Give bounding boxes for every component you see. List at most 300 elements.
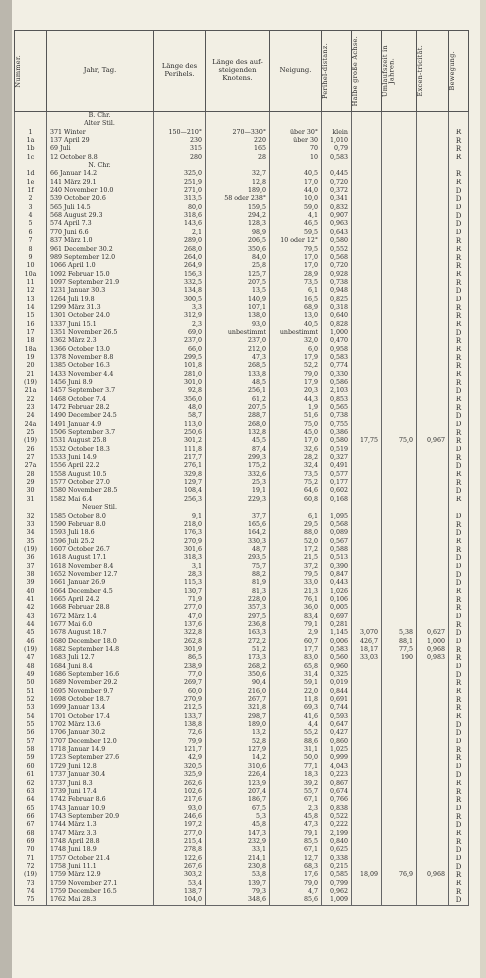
period-cell: [382, 237, 417, 245]
perihelion-cell: 230: [154, 137, 206, 145]
node-cell: 13,5: [206, 287, 270, 295]
eccentricity-cell: [417, 621, 449, 629]
number-cell: 24: [15, 412, 47, 420]
number-cell: (19): [15, 871, 47, 879]
date-cell: 1706 Januar 30.2: [47, 729, 154, 737]
inclination-cell: 83,0: [270, 654, 322, 662]
table-row: [15, 421, 469, 429]
table-row: [15, 888, 469, 896]
perihelion-cell: 69,0: [154, 329, 206, 337]
perihelion-cell: 329,8: [154, 471, 206, 479]
node-cell: 310,6: [206, 763, 270, 771]
period-cell: [382, 830, 417, 838]
axis-cell: [352, 679, 382, 687]
perihelion-cell: 218,0: [154, 521, 206, 529]
eccentricity-cell: 1,000: [417, 638, 449, 646]
distance-cell: 0,519: [322, 446, 352, 454]
node-cell: 159,5: [206, 204, 270, 212]
eccentricity-cell: [417, 813, 449, 821]
table-row: [15, 137, 469, 145]
date-cell: 1748 Juni 18.9: [47, 846, 154, 854]
period-cell: [382, 896, 417, 905]
distance-cell: 0,928: [322, 271, 352, 279]
period-cell: [382, 254, 417, 262]
inclination-cell: 69,3: [270, 704, 322, 712]
period-cell: [382, 663, 417, 671]
motion-cell: R: [449, 237, 469, 245]
distance-cell: 0,586: [322, 379, 352, 387]
perihelion-cell: 271,0: [154, 187, 206, 195]
axis-cell: [352, 604, 382, 612]
table-row: [15, 362, 469, 370]
perihelion-cell: 143,6: [154, 220, 206, 228]
axis-cell: [352, 554, 382, 562]
table-row: [15, 629, 469, 637]
motion-cell: D: [449, 287, 469, 295]
table-row: [15, 780, 469, 788]
period-cell: [382, 346, 417, 354]
perihelion-cell: 42,9: [154, 754, 206, 762]
node-cell: 140,9: [206, 296, 270, 304]
inclination-cell: 46,5: [270, 220, 322, 228]
node-cell: 267,7: [206, 696, 270, 704]
col-header-inclination: [270, 31, 322, 112]
period-cell: [382, 880, 417, 888]
period-cell: [382, 579, 417, 587]
eccentricity-cell: [417, 846, 449, 854]
number-cell: 18a: [15, 346, 47, 354]
distance-cell: 2,199: [322, 830, 352, 838]
eccentricity-cell: [417, 170, 449, 178]
perihelion-cell: 176,3: [154, 529, 206, 537]
perihelion-cell: 299,5: [154, 354, 206, 362]
period-cell: [382, 170, 417, 178]
period-cell: [382, 538, 417, 546]
perihelion-cell: 277,0: [154, 830, 206, 838]
motion-cell: D: [449, 554, 469, 562]
perihelion-cell: 86,5: [154, 654, 206, 662]
axis-cell: [352, 738, 382, 746]
distance-cell: 0,372: [322, 187, 352, 195]
date-cell: 1532 October 18.3: [47, 446, 154, 454]
axis-cell: [352, 888, 382, 896]
date-cell: 1506 September 3.7: [47, 429, 154, 437]
empty-cell: [322, 504, 352, 512]
eccentricity-cell: [417, 304, 449, 312]
perihelion-cell: 150—210°: [154, 129, 206, 137]
date-cell: 1385 October 16.3: [47, 362, 154, 370]
eccentricity-cell: [417, 521, 449, 529]
perihelion-cell: 322,8: [154, 629, 206, 637]
motion-cell: R: [449, 437, 469, 445]
distance-cell: 1,010: [322, 137, 352, 145]
table-body: [15, 112, 469, 906]
number-cell: 68: [15, 830, 47, 838]
section-heading: B. Chr.: [47, 112, 154, 121]
eccentricity-cell: [417, 396, 449, 404]
perihelion-cell: 320,5: [154, 763, 206, 771]
table-row: [15, 621, 469, 629]
period-cell: [382, 513, 417, 521]
node-cell: 230,8: [206, 863, 270, 871]
date-cell: 1742 Februar 8.6: [47, 796, 154, 804]
inclination-cell: 18,3: [270, 771, 322, 779]
eccentricity-cell: [417, 855, 449, 863]
node-cell: 88,2: [206, 571, 270, 579]
col-header-node-longitude: [206, 31, 270, 112]
eccentricity-cell: [417, 896, 449, 905]
date-cell: 1362 März 2.3: [47, 337, 154, 345]
date-cell: 137 April 29: [47, 137, 154, 145]
axis-cell: [352, 204, 382, 212]
eccentricity-cell: [417, 888, 449, 896]
table-row: [15, 187, 469, 195]
inclination-cell: 6,1: [270, 287, 322, 295]
date-cell: 1758 Juni 11.1: [47, 863, 154, 871]
axis-cell: [352, 688, 382, 696]
period-cell: 190: [382, 654, 417, 662]
motion-cell: R: [449, 830, 469, 838]
table-row: [15, 596, 469, 604]
perihelion-cell: 268,0: [154, 246, 206, 254]
distance-cell: 0,907: [322, 212, 352, 220]
number-cell: 16: [15, 321, 47, 329]
date-cell: 1580 November 28.5: [47, 487, 154, 495]
motion-cell: R: [449, 304, 469, 312]
inclination-cell: 68,3: [270, 863, 322, 871]
eccentricity-cell: [417, 404, 449, 412]
inclination-cell: 73,5: [270, 471, 322, 479]
period-cell: [382, 279, 417, 287]
distance-cell: klein: [322, 129, 352, 137]
date-cell: 1661 Januar 26.9: [47, 579, 154, 587]
axis-cell: [352, 671, 382, 679]
number-cell: 57: [15, 738, 47, 746]
table-row: [15, 771, 469, 779]
perihelion-cell: 9,1: [154, 513, 206, 521]
number-cell: 58: [15, 746, 47, 754]
number-cell: 49: [15, 671, 47, 679]
axis-cell: [352, 396, 382, 404]
distance-cell: 0,847: [322, 571, 352, 579]
distance-cell: 0,583: [322, 646, 352, 654]
eccentricity-cell: [417, 663, 449, 671]
eccentricity-cell: [417, 704, 449, 712]
inclination-cell: 11,8: [270, 696, 322, 704]
period-cell: [382, 371, 417, 379]
number-cell: 26: [15, 446, 47, 454]
number-cell: 37: [15, 563, 47, 571]
node-cell: 138,0: [206, 312, 270, 320]
table-row: [15, 387, 469, 395]
date-cell: 69 Juli: [47, 145, 154, 153]
node-cell: 298,7: [206, 713, 270, 721]
date-cell: 565 Juli 14.5: [47, 204, 154, 212]
inclination-cell: 55,2: [270, 729, 322, 737]
node-cell: 256,1: [206, 387, 270, 395]
date-cell: 1744 März 1.3: [47, 821, 154, 829]
table-row: [15, 746, 469, 754]
node-cell: 14,2: [206, 754, 270, 762]
axis-cell: [352, 287, 382, 295]
perihelion-cell: 111,8: [154, 446, 206, 454]
date-cell: 1701 October 17.4: [47, 713, 154, 721]
node-cell: 53,8: [206, 871, 270, 879]
eccentricity-cell: [417, 262, 449, 270]
motion-cell: R: [449, 137, 469, 145]
perihelion-cell: 104,0: [154, 896, 206, 905]
eccentricity-cell: [417, 671, 449, 679]
distance-cell: 0,738: [322, 279, 352, 287]
motion-cell: R: [449, 888, 469, 896]
perihelion-cell: 101,8: [154, 362, 206, 370]
eccentricity-cell: [417, 554, 449, 562]
distance-cell: 0,222: [322, 821, 352, 829]
table-row: [15, 371, 469, 379]
node-cell: 12,8: [206, 179, 270, 187]
motion-cell: D: [449, 846, 469, 854]
eccentricity-cell: [417, 529, 449, 537]
motion-cell: R: [449, 362, 469, 370]
inclination-cell: 17,0: [270, 262, 322, 270]
distance-cell: 0,738: [322, 412, 352, 420]
distance-cell: 0,567: [322, 538, 352, 546]
distance-cell: 0,568: [322, 254, 352, 262]
node-cell: 45,8: [206, 821, 270, 829]
date-cell: 1702 März 13.6: [47, 721, 154, 729]
axis-cell: [352, 805, 382, 813]
inclination-cell: 65,8: [270, 663, 322, 671]
distance-cell: 0,585: [322, 871, 352, 879]
inclination-cell: 4,7: [270, 888, 322, 896]
inclination-cell: 10 oder 12°: [270, 237, 322, 245]
distance-cell: 0,867: [322, 780, 352, 788]
number-cell: 41: [15, 596, 47, 604]
perihelion-cell: 246,6: [154, 813, 206, 821]
empty-cell: [270, 504, 322, 512]
perihelion-cell: 115,3: [154, 579, 206, 587]
inclination-cell: 22,0: [270, 688, 322, 696]
number-cell: 14: [15, 304, 47, 312]
table-row: [15, 646, 469, 654]
distance-cell: 0,443: [322, 579, 352, 587]
date-cell: 1747 März 3.3: [47, 830, 154, 838]
date-cell: 1678 August 18.7: [47, 629, 154, 637]
inclination-cell: 21,5: [270, 554, 322, 562]
header-label: Umlaufszeit in Jahren.: [381, 44, 396, 98]
perihelion-cell: 47,0: [154, 613, 206, 621]
distance-cell: 0,643: [322, 229, 352, 237]
inclination-cell: 40,5: [270, 170, 322, 178]
node-cell: 5,3: [206, 813, 270, 821]
axis-cell: [352, 387, 382, 395]
axis-cell: [352, 220, 382, 228]
node-cell: 288,7: [206, 412, 270, 420]
distance-cell: 0,674: [322, 788, 352, 796]
motion-cell: R: [449, 179, 469, 187]
number-cell: (19): [15, 437, 47, 445]
perihelion-cell: 129,7: [154, 479, 206, 487]
number-cell: 29: [15, 479, 47, 487]
inclination-cell: 31,4: [270, 671, 322, 679]
distance-cell: 0,565: [322, 404, 352, 412]
motion-cell: R: [449, 796, 469, 804]
period-cell: [382, 563, 417, 571]
axis-cell: [352, 746, 382, 754]
number-cell: 72: [15, 863, 47, 871]
date-cell: 1490 December 24.5: [47, 412, 154, 420]
eccentricity-cell: [417, 229, 449, 237]
axis-cell: [352, 721, 382, 729]
eccentricity-cell: [417, 195, 449, 203]
period-cell: 76,9: [382, 871, 417, 879]
header-row: [15, 31, 469, 112]
inclination-cell: 29,5: [270, 521, 322, 529]
inclination-cell: 32,0: [270, 337, 322, 345]
perihelion-cell: 108,4: [154, 487, 206, 495]
date-cell: 1677 Mai 6.0: [47, 621, 154, 629]
date-cell: 1558 August 10.5: [47, 471, 154, 479]
table-row: [15, 871, 469, 879]
motion-cell: D: [449, 855, 469, 863]
header-label: Halbe große Achse.: [351, 35, 359, 107]
node-cell: 357,3: [206, 604, 270, 612]
axis-cell: [352, 763, 382, 771]
axis-cell: [352, 713, 382, 721]
eccentricity-cell: [417, 271, 449, 279]
period-cell: [382, 746, 417, 754]
table-row: [15, 404, 469, 412]
number-cell: 60: [15, 763, 47, 771]
perihelion-cell: 264,0: [154, 254, 206, 262]
distance-cell: 0,79: [322, 145, 352, 153]
table-row: [15, 304, 469, 312]
period-cell: [382, 529, 417, 537]
perihelion-cell: 71,9: [154, 596, 206, 604]
perihelion-cell: 301,9: [154, 646, 206, 654]
number-cell: 27: [15, 454, 47, 462]
period-cell: [382, 554, 417, 562]
node-cell: 173,3: [206, 654, 270, 662]
number-cell: 61: [15, 771, 47, 779]
node-cell: 45,5: [206, 437, 270, 445]
axis-cell: [352, 371, 382, 379]
distance-cell: 0,755: [322, 421, 352, 429]
inclination-cell: 33,0: [270, 579, 322, 587]
motion-cell: D: [449, 663, 469, 671]
node-cell: 123,9: [206, 780, 270, 788]
empty-cell: [206, 504, 270, 512]
date-cell: 1366 October 13.0: [47, 346, 154, 354]
date-cell: 1596 Juli 25.2: [47, 538, 154, 546]
table-row: [15, 179, 469, 187]
distance-cell: 1,026: [322, 588, 352, 596]
node-cell: 212,0: [206, 346, 270, 354]
period-cell: [382, 671, 417, 679]
inclination-cell: 17,9: [270, 379, 322, 387]
axis-cell: [352, 855, 382, 863]
date-cell: 1231 Januar 30.3: [47, 287, 154, 295]
period-cell: [382, 462, 417, 470]
number-cell: 35: [15, 538, 47, 546]
distance-cell: 0,089: [322, 529, 352, 537]
number-cell: 1f: [15, 187, 47, 195]
axis-cell: [352, 821, 382, 829]
node-cell: 216,0: [206, 688, 270, 696]
inclination-cell: 37,2: [270, 563, 322, 571]
eccentricity-cell: [417, 613, 449, 621]
number-cell: 9: [15, 254, 47, 262]
period-cell: [382, 721, 417, 729]
distance-cell: 0,960: [322, 663, 352, 671]
eccentricity-cell: [417, 588, 449, 596]
axis-cell: [352, 771, 382, 779]
period-cell: [382, 421, 417, 429]
table-row: [15, 754, 469, 762]
date-cell: 1684 Juni 8.4: [47, 663, 154, 671]
number-cell: 13: [15, 296, 47, 304]
table-row: [15, 471, 469, 479]
table-row: [15, 529, 469, 537]
number-cell: 47: [15, 654, 47, 662]
table-row: [15, 321, 469, 329]
date-cell: 1618 August 17.1: [47, 554, 154, 562]
period-cell: [382, 596, 417, 604]
period-cell: [382, 154, 417, 162]
eccentricity-cell: [417, 287, 449, 295]
axis-cell: [352, 496, 382, 504]
inclination-cell: 83,4: [270, 613, 322, 621]
period-cell: [382, 621, 417, 629]
axis-cell: [352, 571, 382, 579]
number-cell: 20: [15, 362, 47, 370]
eccentricity-cell: [417, 538, 449, 546]
motion-cell: R: [449, 279, 469, 287]
period-cell: [382, 471, 417, 479]
node-cell: 107,1: [206, 304, 270, 312]
axis-cell: 18,09: [352, 871, 382, 879]
period-cell: [382, 487, 417, 495]
eccentricity-cell: [417, 880, 449, 888]
distance-cell: 0,327: [322, 454, 352, 462]
eccentricity-cell: [417, 721, 449, 729]
date-cell: 1351 November 26.5: [47, 329, 154, 337]
inclination-cell: 59,1: [270, 679, 322, 687]
inclination-cell: 17,9: [270, 354, 322, 362]
motion-cell: D: [449, 421, 469, 429]
distance-cell: 0,840: [322, 838, 352, 846]
period-cell: [382, 179, 417, 187]
distance-cell: 0,330: [322, 371, 352, 379]
distance-cell: 0,470: [322, 337, 352, 345]
node-cell: 90,4: [206, 679, 270, 687]
node-cell: 47,3: [206, 354, 270, 362]
eccentricity-cell: [417, 354, 449, 362]
motion-cell: R: [449, 379, 469, 387]
table-row: [15, 437, 469, 445]
date-cell: 371 Winter: [47, 129, 154, 137]
date-cell: 1729 Juni 12.8: [47, 763, 154, 771]
eccentricity-cell: [417, 446, 449, 454]
table-row: [15, 454, 469, 462]
motion-cell: R: [449, 271, 469, 279]
header-label: Länge des auf-steigenden Knotens.: [212, 58, 263, 82]
axis-cell: [352, 279, 382, 287]
date-cell: 1695 November 9.7: [47, 688, 154, 696]
eccentricity-cell: [417, 362, 449, 370]
date-cell: 1686 September 16.6: [47, 671, 154, 679]
inclination-cell: 36,0: [270, 604, 322, 612]
